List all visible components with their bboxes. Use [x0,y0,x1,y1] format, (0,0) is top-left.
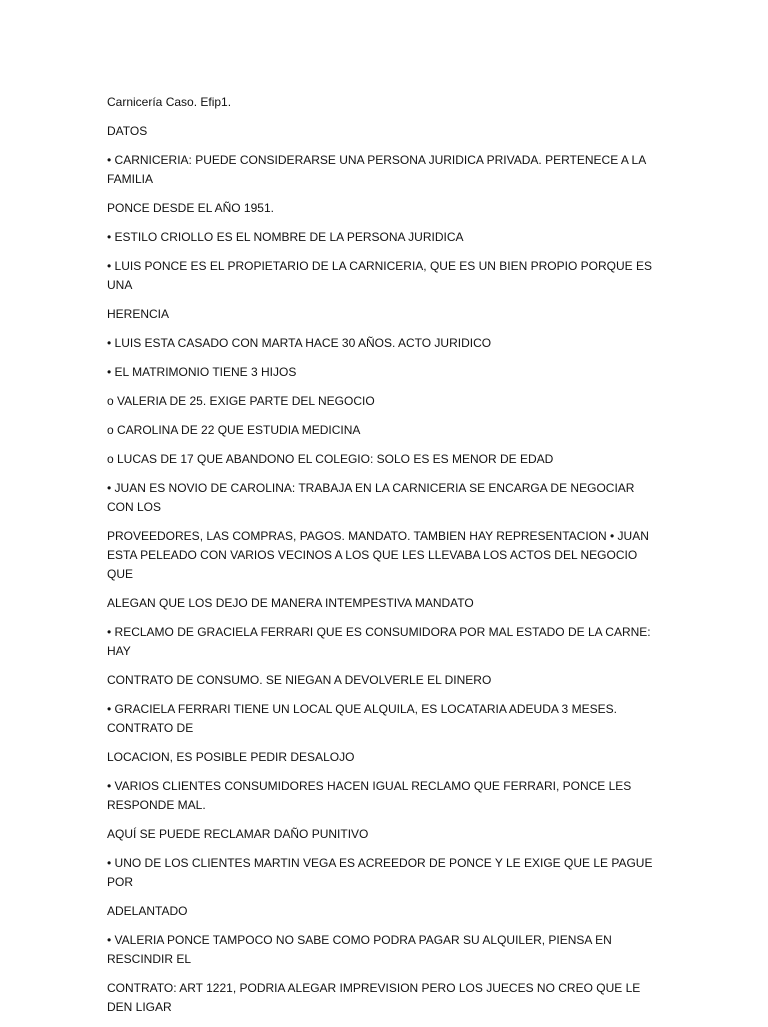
paragraph: • RECLAMO DE GRACIELA FERRARI QUE ES CONSUMIDORA POR MAL ESTADO DE LA CARNE: HAY [107,625,651,658]
paragraph: HERENCIA [107,307,170,321]
paragraph: CONTRATO: ART 1221, PODRIA ALEGAR IMPREVISION PERO LOS JUECES NO CREO QUE LE DEN LIGAR [107,981,641,1014]
paragraph: • EL MATRIMONIO TIENE 3 HIJOS [107,365,297,379]
document-body [107,93,663,1027]
paragraph: AQUÍ SE PUEDE RECLAMAR DAÑO PUNITIVO [107,827,369,841]
paragraph: LOCACION, ES POSIBLE PEDIR DESALOJO [107,750,355,764]
paragraph: • GRACIELA FERRARI TIENE UN LOCAL QUE ALQUILA, ES LOCATARIA ADEUDA 3 MESES. CONTRATO DE [107,702,617,735]
paragraph: ALEGAN QUE LOS DEJO DE MANERA INTEMPESTIVA MANDATO [107,596,474,610]
paragraph: • CARNICERIA: PUEDE CONSIDERARSE UNA PERSONA JURIDICA PRIVADA. PERTENECE A LA FAMILIA [107,153,646,186]
paragraph: ADELANTADO [107,904,188,918]
paragraph: o LUCAS DE 17 QUE ABANDONO EL COLEGIO: SOLO ES ES MENOR DE EDAD [107,452,554,466]
paragraph: o VALERIA DE 25. EXIGE PARTE DEL NEGOCIO [107,394,375,408]
paragraph: PROVEEDORES, LAS COMPRAS, PAGOS. MANDATO. TAMBIEN HAY REPRESENTACION • JUAN ESTA PELEADO CON VARIOS VECINOS A LOS QUE LES LLEVABA LOS ACTOS DEL NEGOCIO QUE [107,529,649,581]
paragraph: PONCE DESDE EL AÑO 1951. [107,201,274,215]
paragraph: • LUIS ESTA CASADO CON MARTA HACE 30 AÑOS. ACTO JURIDICO [107,336,492,350]
paragraph: • UNO DE LOS CLIENTES MARTIN VEGA ES ACREEDOR DE PONCE Y LE EXIGE QUE LE PAGUE POR [107,856,653,889]
paragraph: • VARIOS CLIENTES CONSUMIDORES HACEN IGUAL RECLAMO QUE FERRARI, PONCE LES RESPONDE MAL. [107,779,632,812]
paragraph: • JUAN ES NOVIO DE CAROLINA: TRABAJA EN LA CARNICERIA SE ENCARGA DE NEGOCIAR CON LOS [107,481,635,514]
paragraph: DATOS [107,124,148,138]
paragraph: • LUIS PONCE ES EL PROPIETARIO DE LA CARNICERIA, QUE ES UN BIEN PROPIO PORQUE ES UNA [107,259,652,292]
paragraph: • VALERIA PONCE TAMPOCO NO SABE COMO PODRA PAGAR SU ALQUILER, PIENSA EN RESCINDIR EL [107,933,612,966]
paragraph: • ESTILO CRIOLLO ES EL NOMBRE DE LA PERSONA JURIDICA [107,230,464,244]
document-title: Carnicería Caso. Efip1. [107,95,232,109]
paragraph: o CAROLINA DE 22 QUE ESTUDIA MEDICINA [107,423,361,437]
paragraph: CONTRATO DE CONSUMO. SE NIEGAN A DEVOLVERLE EL DINERO [107,673,492,687]
